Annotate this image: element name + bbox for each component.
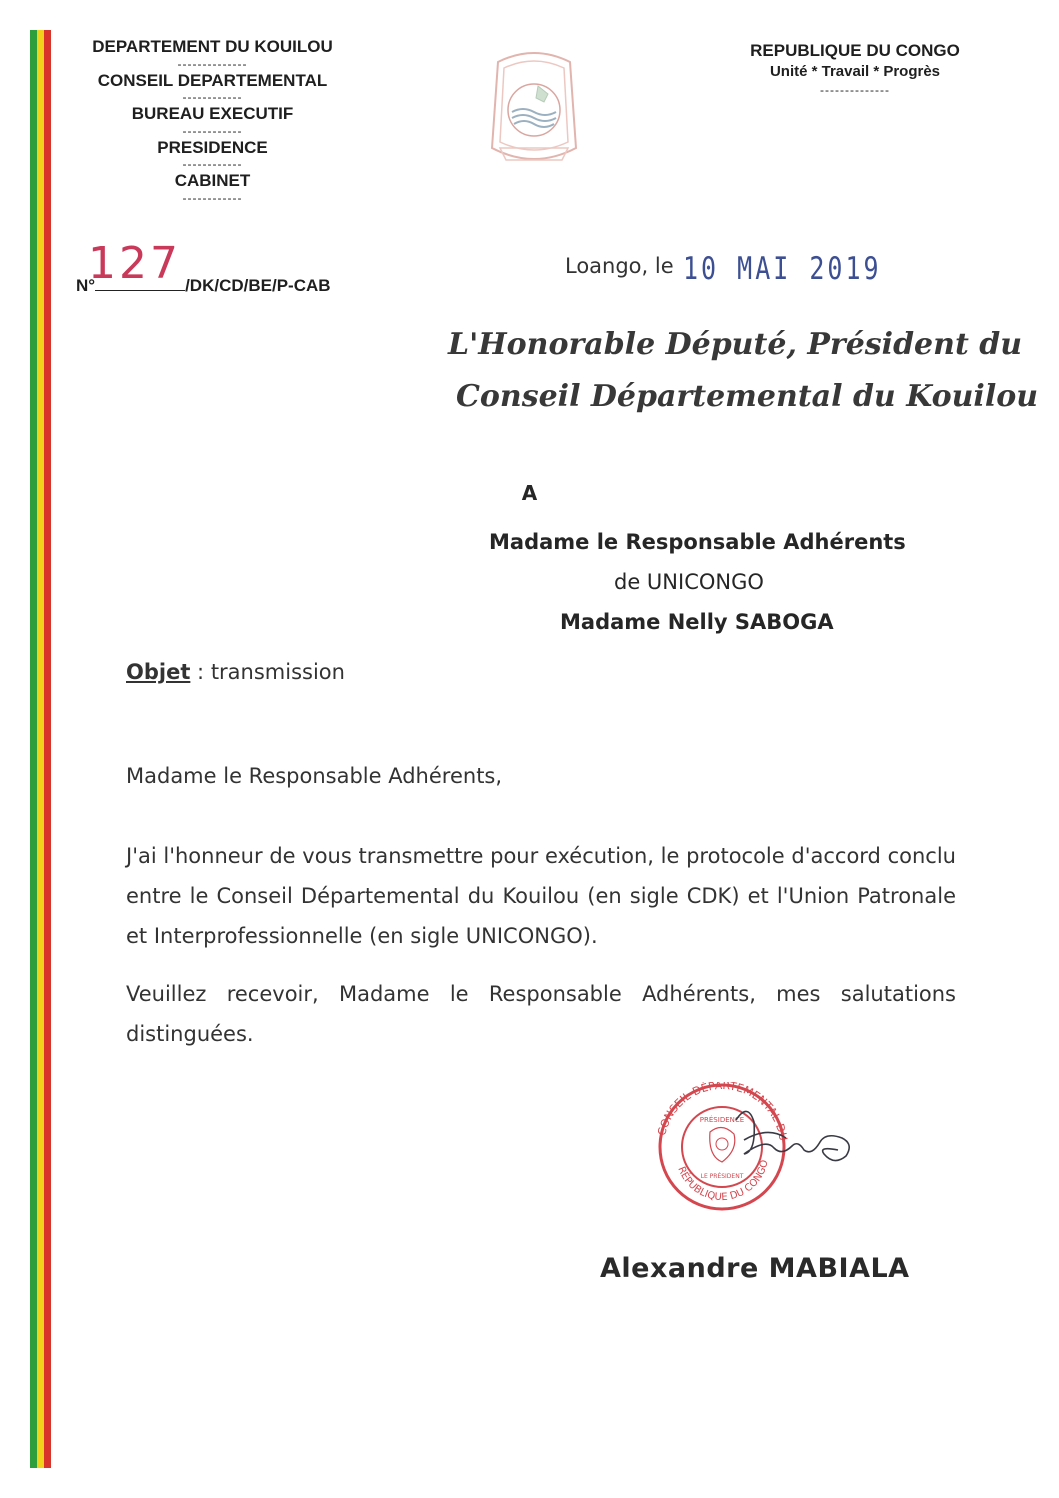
signature-stroke: [736, 1111, 849, 1160]
seal-inner-bottom: LE PRÉSIDENT: [700, 1173, 744, 1180]
recipient-prefix: A: [521, 481, 538, 505]
reference-line: [76, 276, 331, 296]
department-header: [60, 36, 365, 204]
recipient-line-3: Madame Nelly SABOGA: [560, 610, 834, 634]
seal-bottom-text: RÉPUBLIQUE DU CONGO: [675, 1159, 771, 1204]
svg-text:CONSEIL DÉPARTEMENTAL DU KOUIL: [648, 1082, 790, 1145]
reference-suffix: /DK/CD/BE/P-CAB: [185, 276, 331, 295]
national-motto: Unité * Travail * Progrès: [769, 63, 941, 80]
reference-blank: [95, 276, 185, 291]
subject-separator: :: [190, 660, 211, 684]
header-line: CABINET: [174, 171, 251, 190]
signatory-name: Alexandre MABIALA: [600, 1253, 910, 1284]
reference-prefix: N°: [76, 276, 96, 295]
header-divider: --------------: [820, 83, 890, 97]
recipient-block: [170, 478, 1059, 508]
header-line: CONSEIL DEPARTEMENTAL: [97, 70, 328, 90]
header-divider: --------------: [177, 56, 248, 71]
svg-text:RÉPUBLIQUE DU CONGO: [675, 1159, 770, 1203]
country-name: REPUBLIQUE DU CONGO: [750, 41, 960, 60]
flag-red-band: [44, 30, 51, 1468]
header-line: DEPARTEMENT DU KOUILOU: [92, 37, 333, 56]
flag-yellow-band: [37, 30, 44, 1468]
departmental-emblem-icon: [478, 48, 590, 166]
header-divider: ------------: [182, 190, 243, 205]
recipient-line-2: de UNICONGO: [614, 570, 764, 594]
subject-line: [126, 660, 345, 684]
subject-value: transmission: [210, 660, 345, 684]
header-line: PRESIDENCE: [157, 137, 268, 157]
header-divider: ------------: [182, 90, 243, 104]
subject-label: Objet: [126, 660, 191, 684]
seal-outer-text: CONSEIL DÉPARTEMENTAL DU: [655, 1082, 790, 1142]
republic-header: [700, 40, 1010, 98]
date-stamp: 10 MAI 2019: [683, 250, 882, 287]
body-paragraph: J'ai l'honneur de vous transmettre pour exécution, le protocole d'accord conclu entre le Conseil Départemental du Kouilou (en sigle CDK) et l'Union Patronale et Interprofessionnelle (en sigle UNICONGO).: [126, 844, 956, 948]
header-line: BUREAU EXECUTIF: [131, 104, 294, 123]
salutation: Madame le Responsable Adhérents,: [126, 764, 503, 788]
flag-stripe: [30, 30, 51, 1468]
reference-number: 127: [88, 238, 181, 289]
sender-title-line-2: Conseil Départemental du Kouilou: [456, 379, 1039, 414]
recipient-line-1: Madame le Responsable Adhérents: [489, 530, 906, 554]
header-divider: ------------: [182, 123, 243, 138]
seal-inner-top: PRÉSIDENCE: [699, 1116, 745, 1124]
header-divider: ------------: [182, 157, 243, 171]
flag-green-band: [30, 30, 37, 1468]
place-label: Loango, le: [565, 254, 674, 278]
official-seal: [648, 1082, 870, 1212]
body-paragraph: Veuillez recevoir, Madame le Responsable Adhérents, mes salutations distinguées.: [126, 982, 956, 1046]
sender-title-line-1: L'Honorable Député, Président du: [448, 327, 1023, 362]
